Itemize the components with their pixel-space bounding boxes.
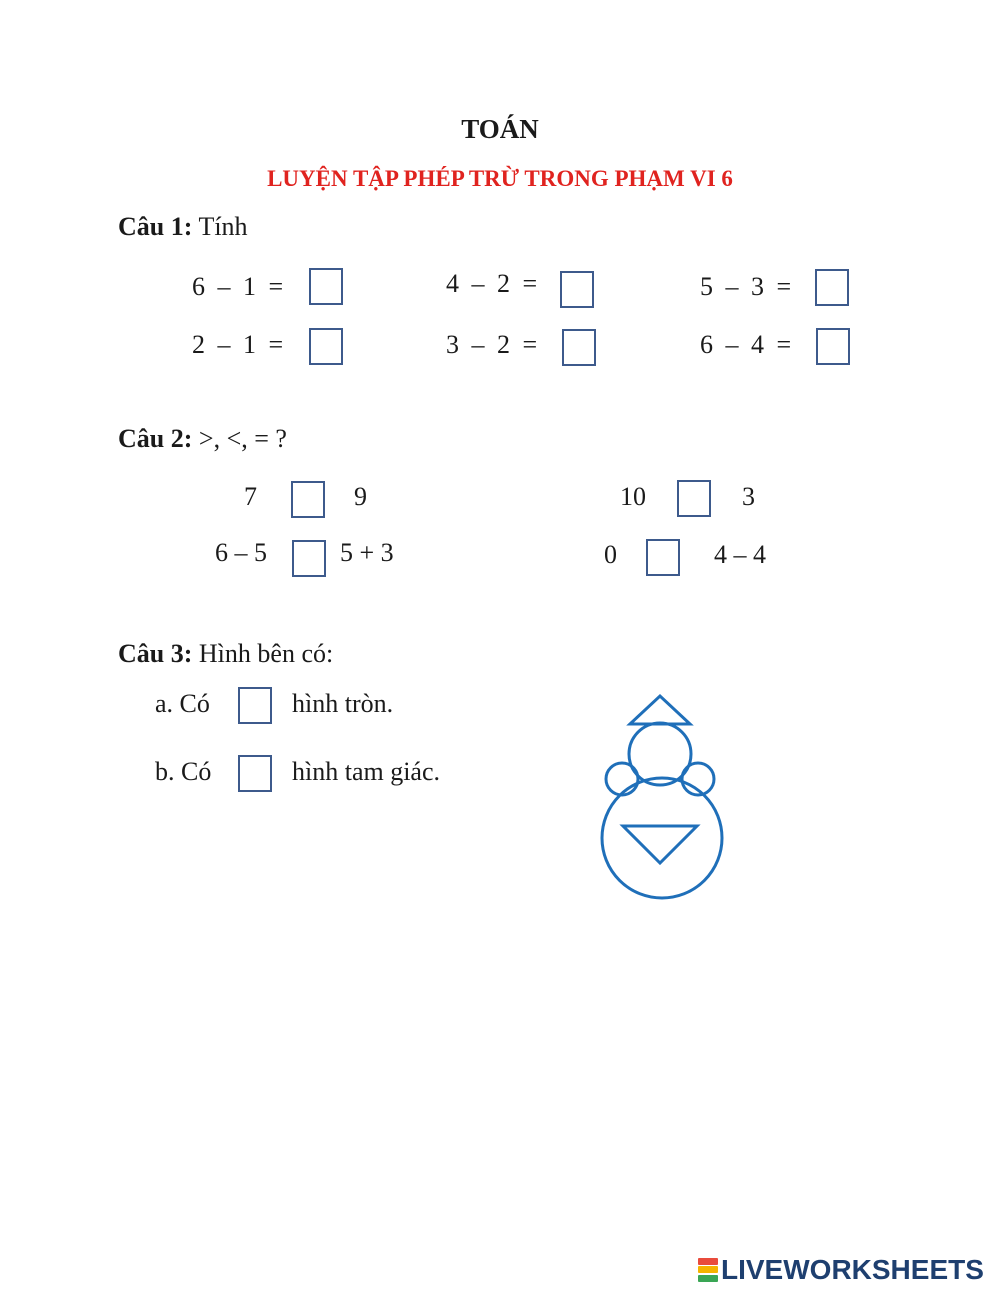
question-3-text: Hình bên có: [198,639,334,668]
q2-compare-box-4[interactable] [646,539,680,576]
q2-left-1: 7 [244,482,257,511]
brand-name: LIVEWORKSHEETS [721,1254,984,1285]
q3-triangle-count-box[interactable] [238,755,272,792]
logo-mark-icon [698,1258,718,1282]
top-triangle [630,696,690,724]
body-circle [602,778,722,898]
q2-left-4: 0 [604,540,617,569]
liveworksheets-logo [698,1253,984,1287]
question-1-text: Tính [198,212,248,241]
question-3-label: Câu 3: [118,639,193,668]
question-2-label: Câu 2: [118,424,193,453]
question-2-heading [118,424,287,454]
q2-compare-box-1[interactable] [291,481,325,518]
q1-answer-box-6[interactable] [816,328,850,365]
page-title: TOÁN [461,114,539,144]
q1-answer-box-4[interactable] [309,328,343,365]
question-1-heading [118,212,248,242]
q1-answer-box-2[interactable] [560,271,594,308]
question-3-heading [118,639,333,669]
q1-expression-2: 4 – 2 = [446,269,538,298]
q2-compare-box-3[interactable] [292,540,326,577]
q2-right-2: 3 [742,482,755,511]
q2-right-4: 4 – 4 [714,540,766,569]
q1-answer-box-1[interactable] [309,268,343,305]
q2-right-1: 9 [354,482,367,511]
q1-expression-5: 3 – 2 = [446,330,538,359]
q3-a-suffix: hình tròn. [292,689,394,718]
q1-expression-1: 6 – 1 = [192,272,284,301]
q3-circle-count-box[interactable] [238,687,272,724]
q1-expression-3: 5 – 3 = [700,272,792,301]
q3-a-prefix: a. Có [155,689,210,718]
lesson-subtitle: LUYỆN TẬP PHÉP TRỪ TRONG PHẠM VI 6 [267,166,733,191]
q2-left-3: 6 – 5 [215,538,267,567]
q1-answer-box-5[interactable] [562,329,596,366]
q2-right-3: 5 + 3 [340,538,394,567]
q3-b-prefix: b. Có [155,757,212,786]
q1-expression-6: 6 – 4 = [700,330,792,359]
left-small-circle [606,763,638,795]
q1-expression-4: 2 – 1 = [192,330,284,359]
q2-compare-box-2[interactable] [677,480,711,517]
q3-b-suffix: hình tam giác. [292,757,441,786]
body-triangle [623,826,697,863]
question-2-text: >, <, = ? [198,424,287,453]
q2-left-2: 10 [620,482,646,511]
shapes-figure [590,688,740,900]
question-1-label: Câu 1: [118,212,193,241]
q1-answer-box-3[interactable] [815,269,849,306]
